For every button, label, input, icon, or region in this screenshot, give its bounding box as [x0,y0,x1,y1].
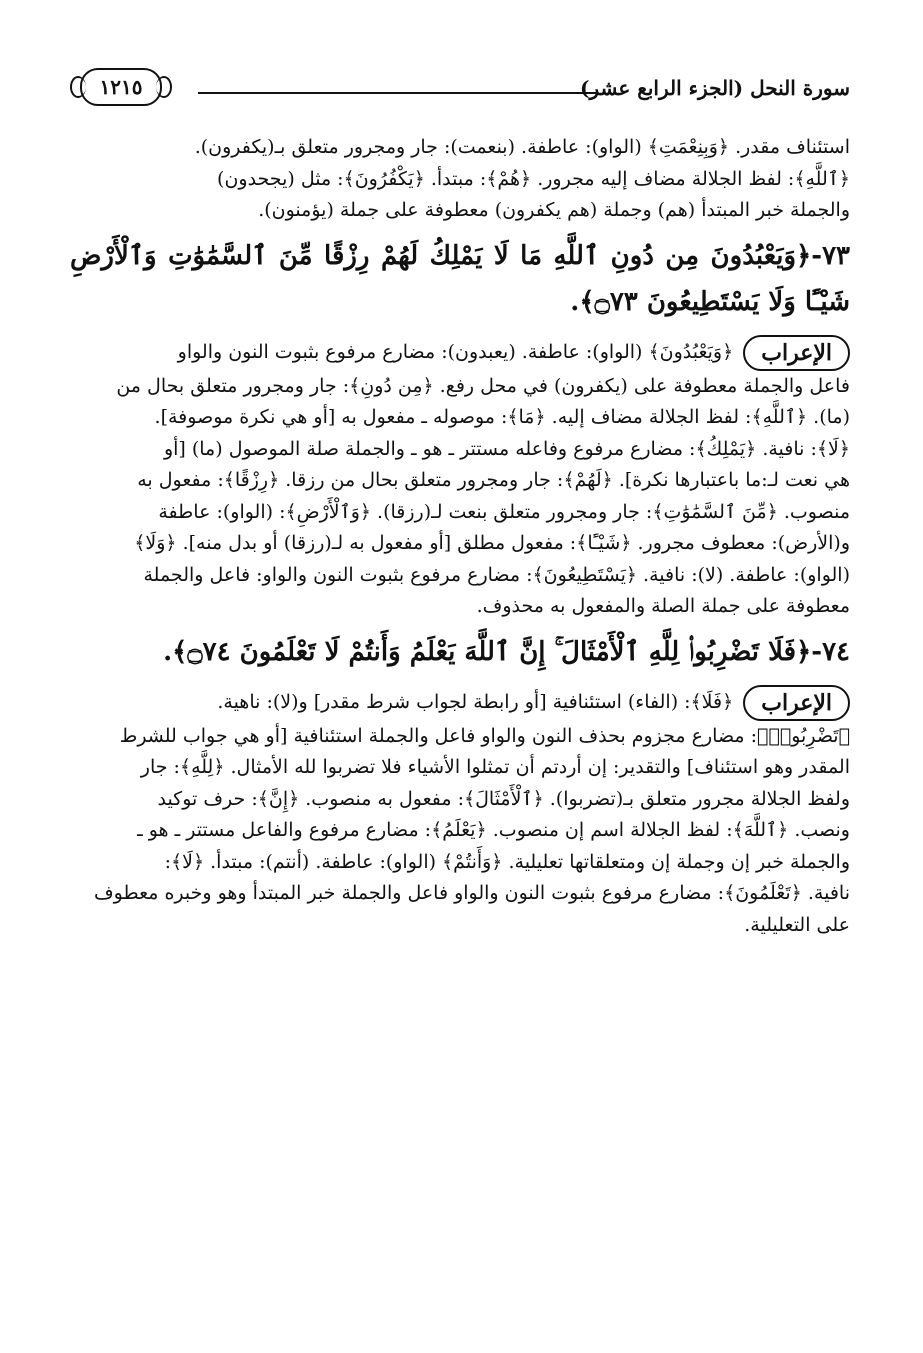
text-line: ﴿لَا﴾: نافية. ﴿يَمْلِكُ﴾: مضارع مرفوع وفاعله مستتر ـ هو ـ والجملة صلة الموصول (ما) [أو [163,437,850,460]
text-line: فاعل والجملة معطوفة على (يكفرون) في محل رفع. ﴿مِن دُونِ﴾: جار ومجرور متعلق بحال من [116,374,850,397]
text-line: ﴿تَضْرِبُوا۟﴾: مضارع مجزوم بحذف النون والواو فاعل والجملة استئنافية [أو هي جواب للشرط [119,724,850,747]
irab-label: الإعراب [743,335,850,371]
text-line: على التعليلية. [744,913,850,936]
verse-text: ﴿وَيَعْبُدُونَ مِن دُونِ ٱللَّهِ مَا لَا يَمْلِكُ لَهُمْ رِزْقًا مِّنَ ٱلسَّمَٰوَٰتِ وَٱلْأَرْضِ شَيْـًٔا وَلَا يَسْتَطِيعُونَ ۝٧٣﴾. [70,240,850,317]
header-rule [198,92,598,94]
text-line: والجملة خبر إن وجملة إن ومتعلقاتها تعليلية. ﴿وَأَنتُمْ﴾ (الواو): عاطفة. (أنتم): مبتدأ. ﴿لَا﴾: [164,850,850,873]
verse-number: ٧٤- [811,636,850,667]
irab-label: الإعراب [743,685,850,721]
irab-73 [70,335,850,623]
running-head: سورة النحل (الجزء الرابع عشر) [579,76,850,100]
page-header [70,60,850,110]
text-line: نافية. ﴿تَعْلَمُونَ﴾: مضارع مرفوع بثبوت النون والواو فاعل والجملة خبر المبتدأ وهو وخبره معطوف [93,882,850,904]
verse-73 [70,233,850,325]
text-line: المقدر وهو استئناف] والتقدير: إن أردتم أن تمثلوا الأشياء فلا تضربوا لله الأمثال. ﴿لِلَّهِ﴾: جار [140,756,850,778]
text-line: ﴿ٱللَّهِ﴾: لفظ الجلالة مضاف إليه مجرور. ﴿هُمْ﴾: مبتدأ. ﴿يَكْفُرُونَ﴾: مثل (يجحدون) [217,167,850,190]
page-content [70,132,850,941]
text-line: معطوفة على جملة الصلة والمفعول به محذوف. [476,595,850,617]
verse-number: ٧٣- [811,240,850,271]
text-line: (الواو): عاطفة. (لا): نافية. ﴿يَسْتَطِيعُونَ﴾: مضارع مرفوع بثبوت النون والواو: فاعل والجملة [143,563,850,586]
text-line [70,685,850,721]
text-line: ونصب. ﴿ٱللَّهَ﴾: لفظ الجلالة اسم إن منصوب. ﴿يَعْلَمُ﴾: مضارع مرفوع والفاعل مستتر ـ هو ـ [137,819,850,841]
verse-74 [70,629,850,675]
text-span: ﴿فَلَا﴾: (الفاء) استئنافية [أو رابطة لجواب شرط مقدر] و(لا): ناهية. [217,690,734,713]
irab-74 [70,685,850,942]
intro-paragraph [70,132,850,227]
text-span: ﴿وَيَعْبُدُونَ﴾ (الواو): عاطفة. (يعبدون): مضارع مرفوع بثبوت النون والواو [177,340,734,363]
text-line: منصوب. ﴿مِّنَ ٱلسَّمَٰوَٰتِ﴾: جار ومجرور متعلق بنعت لـ(رزقا). ﴿وَٱلْأَرْضِ﴾: (الواو): عاطفة [158,500,850,523]
verse-text: ﴿فَلَا تَضْرِبُوا۟ لِلَّهِ ٱلْأَمْثَالَ ۚ إِنَّ ٱللَّهَ يَعْلَمُ وَأَنتُمْ لَا تَعْلَمُونَ ۝٧٤﴾. [163,636,812,667]
text-line: (ما). ﴿ٱللَّهِ﴾: لفظ الجلالة مضاف إليه. ﴿مَا﴾: موصوله ـ مفعول به [أو هي نكرة موصوفة]. [154,406,850,428]
text-line: ولفظ الجلالة مجرور متعلق بـ(تضربوا). ﴿ٱلْأَمْثَالَ﴾: مفعول به منصوب. ﴿إِنَّ﴾: حرف توكيد [157,787,850,810]
text-line: هي نعت لـ:ما باعتبارها نكرة]. ﴿لَهُمْ﴾: جار ومجرور متعلق بحال من رزقا. ﴿رِزْقًا﴾: مفعول به [137,469,850,491]
text-line: و(الأرض): معطوف مجرور. ﴿شَيْـًٔا﴾: مفعول مطلق [أو مفعول به لـ(رزقا) أو بدل منه]. ﴿وَلَا﴾ [134,532,850,554]
page-number: ١٢١٥ [80,68,162,106]
text-line: والجملة خبر المبتدأ (هم) وجملة (هم يكفرون) معطوفة على جملة (يؤمنون). [258,199,850,221]
text-line [70,335,850,371]
text-line: استئناف مقدر. ﴿وَبِنِعْمَتِ﴾ (الواو): عاطفة. (بنعمت): جار ومجرور متعلق بـ(يكفرون). [194,136,850,158]
